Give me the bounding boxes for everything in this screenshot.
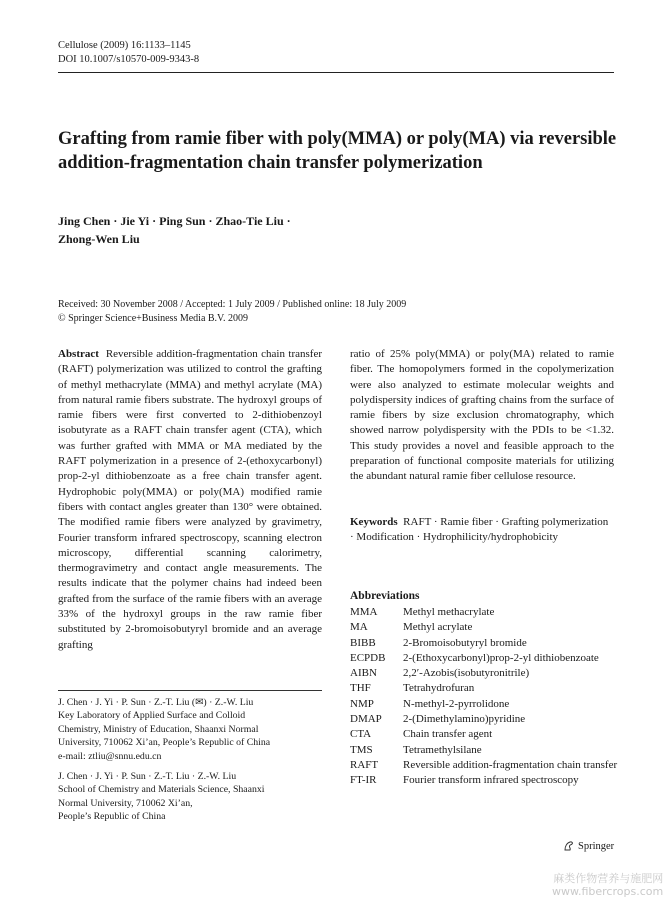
abstract-continued: ratio of 25% poly(MMA) or poly(MA) related to ramie fiber. The homopolymers formed in the copolymerization were also analyzed to estimate molecular weights and polydispersity indices of grafting chains from the surface of ramie fibers by size exclusion chromatography, which showed narrow polydispersity with the PDIs to be <1.32. This study provides a novel and feasible approach to the preparation of functional composite materials for utilizing the abundant natural ramie fiber cellulose resource. xyxy=(350,348,614,483)
affiliation-block-2 xyxy=(58,770,328,824)
paper-title: Grafting from ramie fiber with poly(MMA) or poly(MA) via reversible addition-fragmentation chain transfer polymerization xyxy=(58,129,617,173)
header-rule xyxy=(58,72,614,73)
authors-line-1: Jing Chen · Jie Yi · Ping Sun · Zhao-Tie Liu · xyxy=(58,214,291,228)
abbreviation-term: MMA xyxy=(350,606,378,618)
publication-dates xyxy=(58,298,406,326)
affiliation-block-1 xyxy=(58,696,328,763)
abbreviation-row xyxy=(350,651,620,666)
abbreviation-definition: 2,2′-Azobis(isobutyronitrile) xyxy=(403,667,530,680)
abbreviation-definition: Reversible addition-fragmentation chain transfer xyxy=(403,758,618,771)
abbreviation-row xyxy=(350,758,620,773)
journal-citation: Cellulose (2009) 16:1133–1145 xyxy=(58,40,191,51)
abbreviation-row xyxy=(350,666,620,681)
abbreviation-row xyxy=(350,697,620,712)
authors-line-2: Zhong-Wen Liu xyxy=(58,232,140,246)
abbreviation-term: AIBN xyxy=(350,667,377,680)
abstract-label: Abstract xyxy=(58,348,99,360)
affiliation-line: e-mail: ztliu@snnu.edu.cn xyxy=(58,750,162,762)
abbreviation-term: NMP xyxy=(350,697,374,710)
watermark-line-1: 麻类作物营养与施肥网 xyxy=(553,872,664,885)
abbreviation-definition: Methyl methacrylate xyxy=(403,606,495,618)
received-accepted-line: Received: 30 November 2008 / Accepted: 1 July 2009 / Published online: 18 July 2009 xyxy=(58,299,407,310)
abbreviation-definition: Tetramethylsilane xyxy=(403,743,482,756)
affiliation-line: J. Chen · J. Yi · P. Sun · Z.-T. Liu · Z.-W. Liu xyxy=(58,771,237,782)
affiliation-line: Key Laboratory of Applied Surface and Colloid xyxy=(58,710,246,722)
abbreviation-term: CTA xyxy=(350,728,372,741)
abbreviation-row xyxy=(350,605,620,620)
abbreviation-term: THF xyxy=(350,682,371,695)
journal-header xyxy=(58,39,199,67)
abbreviation-row xyxy=(350,727,620,742)
abbreviation-term: DMAP xyxy=(350,713,382,726)
abbreviation-term: ECPDB xyxy=(350,651,386,664)
abbreviations-title: Abbreviations xyxy=(350,590,420,602)
abbreviation-term: MA xyxy=(350,621,368,634)
springer-horse-icon xyxy=(563,840,575,852)
abbreviation-definition: Tetrahydrofuran xyxy=(403,682,475,695)
abbreviation-row xyxy=(350,712,620,727)
abbreviation-definition: 2-Bromoisobutyryl bromide xyxy=(403,636,527,649)
keywords-label: Keywords xyxy=(350,516,398,528)
abbreviation-definition: Fourier transform infrared spectroscopy xyxy=(403,774,579,787)
affiliation-rule xyxy=(58,690,322,691)
abbreviation-term: BIBB xyxy=(350,636,376,649)
affiliation-line: Normal University, 710062 Xi’an, xyxy=(58,797,193,809)
abbreviation-definition: 2-(Ethoxycarbonyl)prop-2-yl dithiobenzoate xyxy=(403,651,599,664)
affiliation-line: University, 710062 Xi’an, People’s Republic of China xyxy=(58,737,271,749)
abbreviation-definition: 2-(Dimethylamino)pyridine xyxy=(403,713,526,726)
abbreviation-row xyxy=(350,681,620,696)
abstract-paragraph xyxy=(58,347,322,653)
abbreviations-list xyxy=(350,605,620,789)
abbreviation-row xyxy=(350,773,620,788)
abstract-text-left: Reversible addition-fragmentation chain transfer (RAFT) polymerization was utilized to control the grafting of methyl methacrylate (MMA) and methyl acrylate (MA) from natural ramie fibers substrate. The hydroxyl groups of ramie fibers were first converted to 2-dithiobenzoyl isobutyrate as a RAFT chain transfer agent (CTA), which was further grafted with MMA or MA mediated by the RAFT polymerization in a presence of 2-(ethoxycarbonyl) prop-2-yl dithiobenzoate as a free chain transfer agent. Hydrophobic poly(MMA) or poly(MA) modified ramie fibers with contact angles greater than 130° were obtained. The modified ramie fibers were analyzed by gravimetry, Fourier transform infrared spectroscopy, scanning electron microscopy, differential scanning calorimetry, thermogravimetry and contact angle measurements. The results indicate that the polymer chains had indeed been grafted from the surface of the ramie fibers with an average 33% of the hydroxyl groups in the raw ramie fiber substituted by 2-bromoisobutyryl bromide and an average grafting xyxy=(58,348,322,651)
watermark-line-2: www.fibercrops.com xyxy=(552,885,664,898)
author-list xyxy=(58,212,478,248)
copyright-line: © Springer Science+Business Media B.V. 2009 xyxy=(58,313,248,324)
doi: DOI 10.1007/s10570-009-9343-8 xyxy=(58,54,200,65)
abstract-right-column xyxy=(350,347,614,485)
affiliation-line: J. Chen · J. Yi · P. Sun · Z.-T. Liu (✉) · Z.-W. Liu xyxy=(58,697,254,708)
keywords-block xyxy=(350,515,614,546)
abbreviation-definition: Chain transfer agent xyxy=(403,728,493,741)
abbreviation-term: TMS xyxy=(350,743,373,756)
abbreviation-row xyxy=(350,743,620,758)
keywords-text: RAFT · Ramie fiber · Grafting polymerization · Modification · Hydrophilicity/hydrophobicity xyxy=(350,516,609,544)
springer-logo xyxy=(563,840,614,852)
watermark xyxy=(552,872,663,898)
abbreviation-term: FT-IR xyxy=(350,774,377,787)
abbreviation-definition: Methyl acrylate xyxy=(403,621,473,634)
abbreviation-row xyxy=(350,620,620,635)
affiliation-line: Chemistry, Ministry of Education, Shaanxi Normal xyxy=(58,723,259,735)
abbreviation-term: RAFT xyxy=(350,758,379,771)
springer-wordmark: Springer xyxy=(578,840,615,852)
affiliation-line: People’s Republic of China xyxy=(58,811,166,823)
affiliation-line: School of Chemistry and Materials Science, Shaanxi xyxy=(58,784,265,796)
abbreviation-definition: N-methyl-2-pyrrolidone xyxy=(403,697,510,710)
abbreviation-row xyxy=(350,636,620,651)
abstract-left-column xyxy=(58,347,322,653)
